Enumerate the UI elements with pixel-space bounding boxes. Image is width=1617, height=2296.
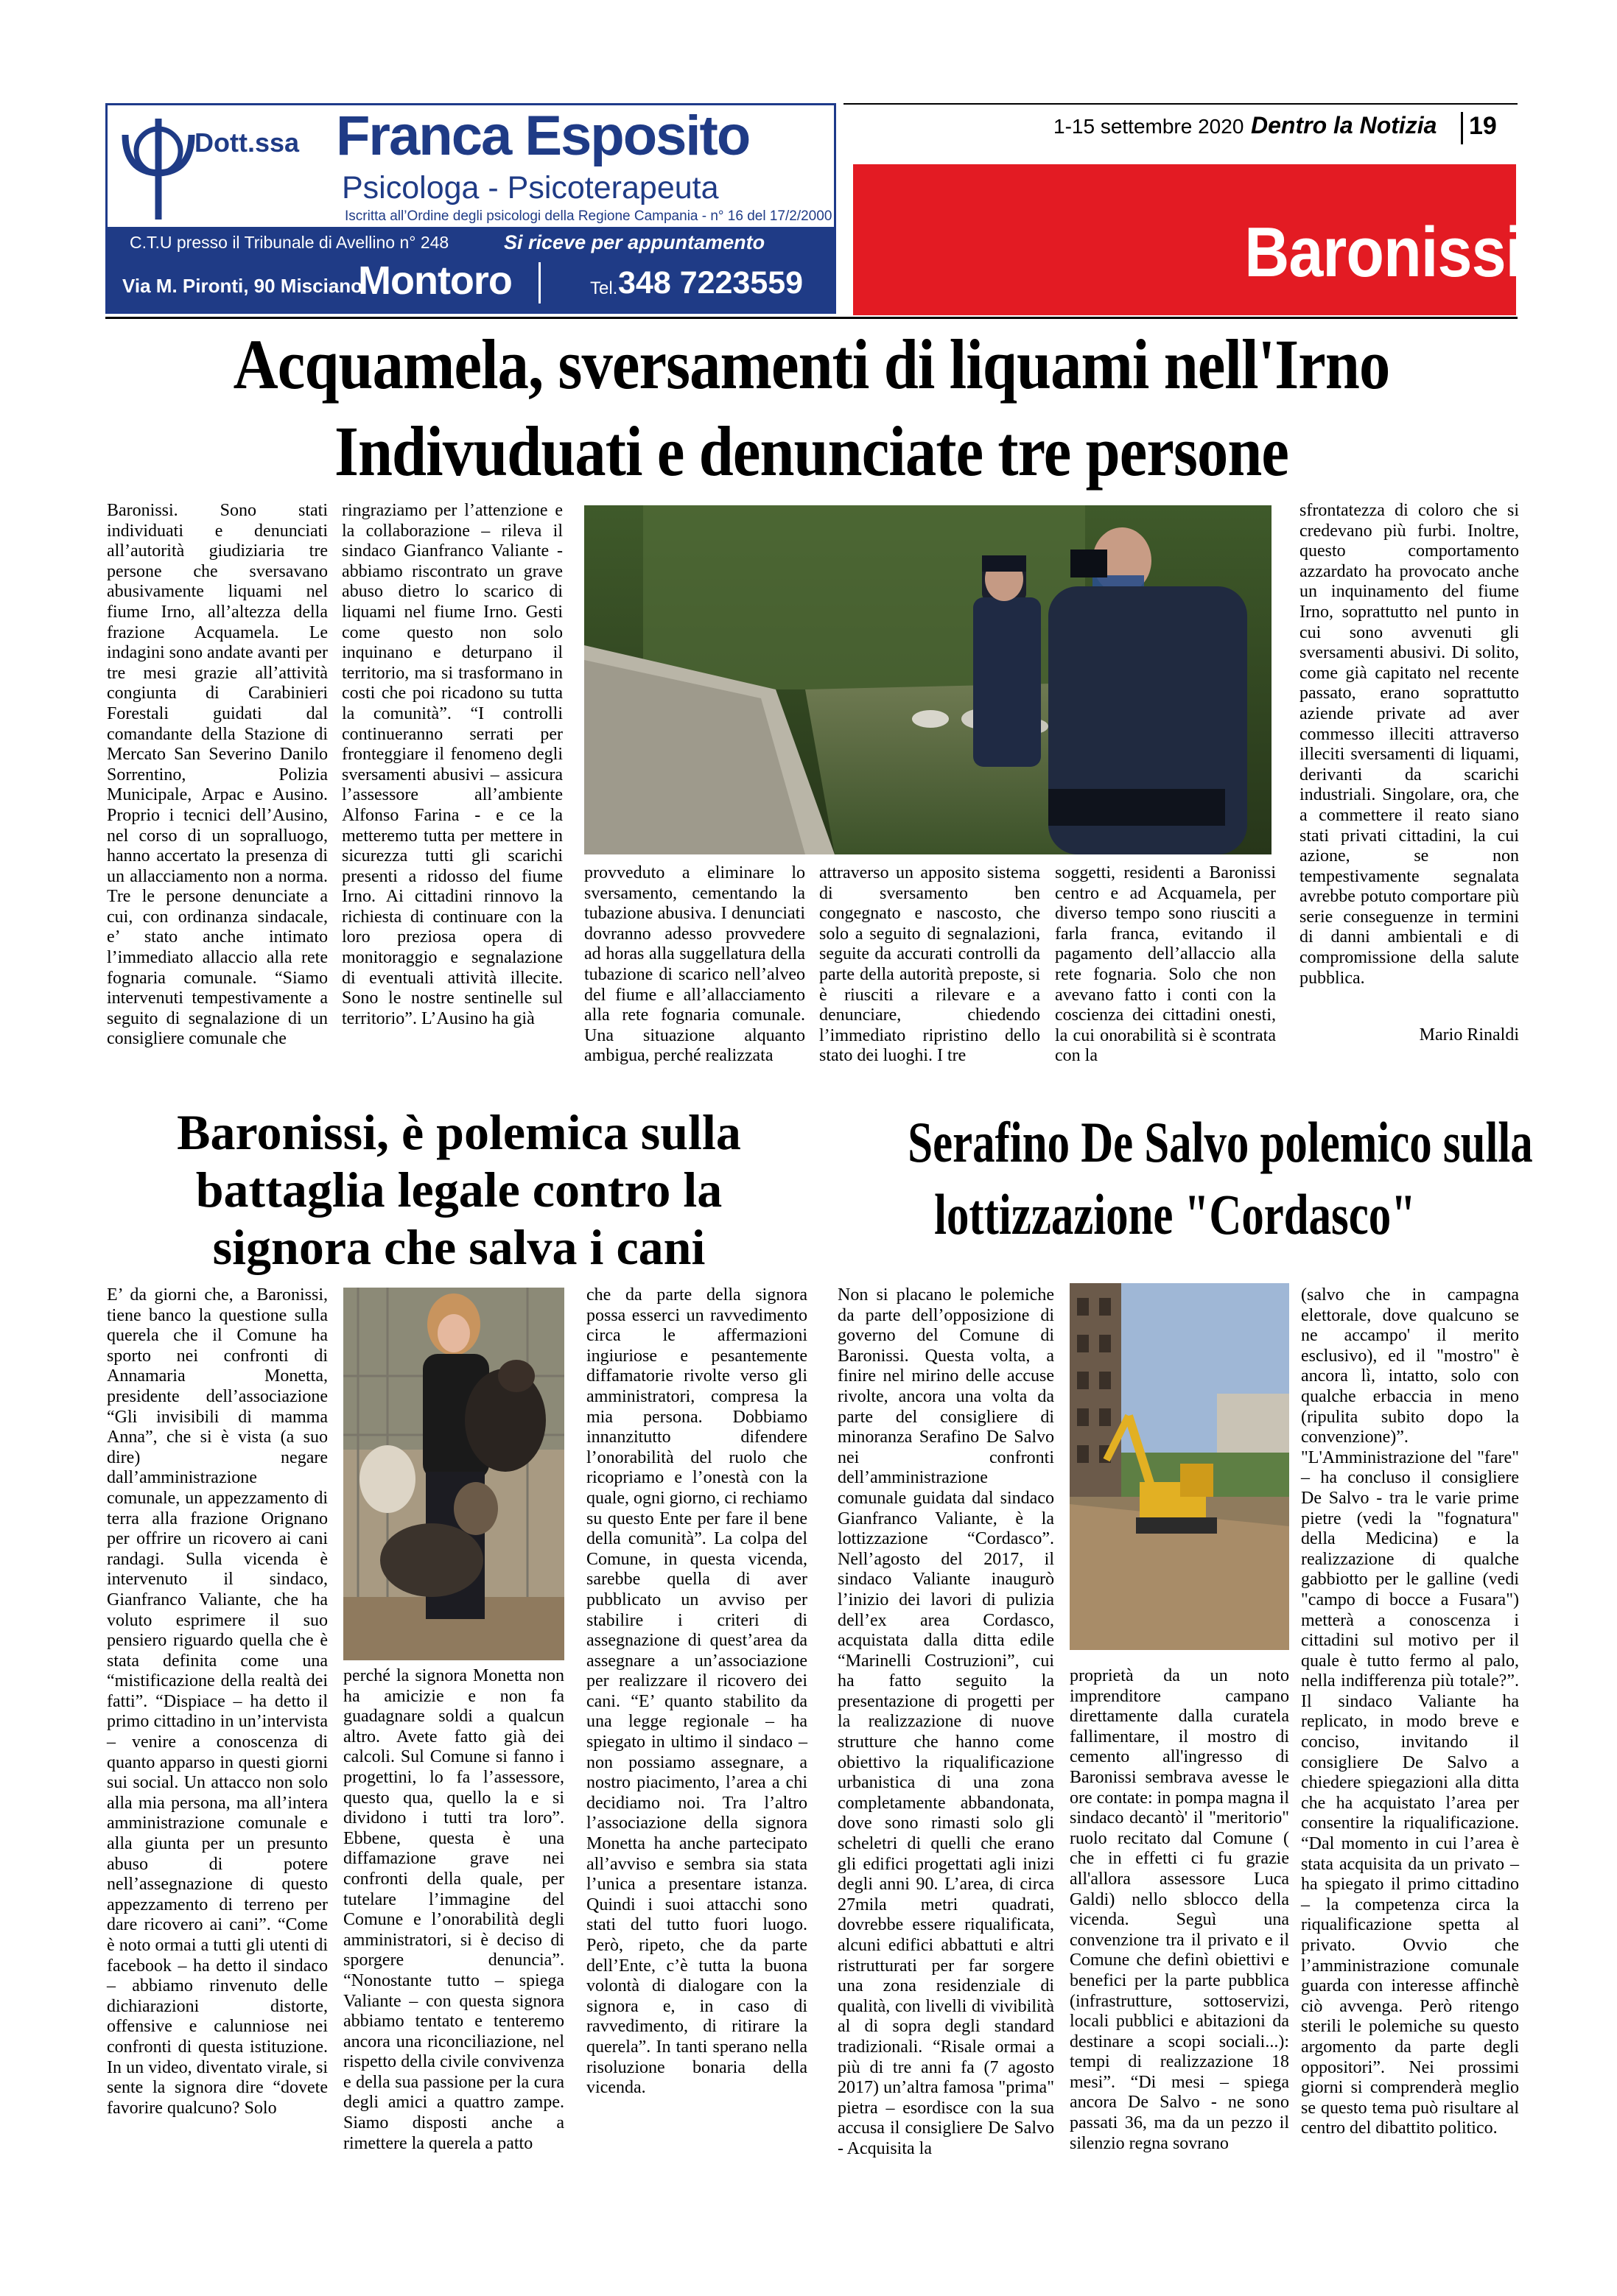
article1-column-3: provveduto a eliminare lo sversamento, cementando la tubazione abusiva. I denunciati dovranno adesso provvedere ad horas alla suggellatura della tubazione di scarico nell’alveo del fiume e all’allacciamento alla rete fognaria comunale. Una situazione alquanto ambigua, perché realizzata [584, 863, 805, 1066]
article2-column-3: che da parte della signora possa esserci un ravvedimento circa le affermazioni ingiuriose e pesantemente diffamatorie rivolte verso gli amministratori, compresa la mia persona. Dobbiamo innanzitutto difendere l’onorabilità del ruolo che ricopriamo e l’onestà con la quale, ogni giorno, ci rechiamo su questo Ente per fare il bene della comunità”. La colpa del Comune, in questa vicenda, sarebbe quella di aver pubblicato un avviso per stabilire i criteri di assegnazione di quest’area da assegnare a un’associazione per realizzare il ricovero dei cani. “E’ quanto stabilito da una legge regionale – ha spiegato in ultimo il sindaco – non possiamo assegnare, a nostro piacimento, l’area a chi decidiamo noi. Tra l’altro l’associazione della signora Monetta ha anche partecipato all’avviso e sembra sia stata l’unica a presentare istanza. Quindi i suoi attacchi sono stati del tutto fuori luogo. Però, ripeto, che da parte dell’Ente, c’è tutta la buona volontà di dialogare con la signora e, in caso di ravvedimento, di ritirare la querela”. In tanti sperano nella risoluzione bonaria della vicenda. [586, 1285, 807, 2098]
article2-headline-line-1: Baronissi, è polemica sulla [177, 1104, 741, 1160]
article1-column-1: Baronissi. Sono stati individuati e denunciati all’autorità giudiziaria tre persone che sversavano abusivamente liquami nel fiume Irno, all’altezza della frazione Acquamela. Le indagini sono andate avanti per tre mesi grazie all’attività congiunta di Carabinieri Forestali guidati dal comandante della Stazione di Mercato San Severino Danilo Sorrentino, Polizia Municipale, Arpac e Ausino. Proprio i tecnici dell’Ausino, nel corso di un sopralluogo, hanno accertato la presenza di un allacciamento non a norma. Tre le persone denunciate a cui, con ordinanza sindacale, e’ stato anche intimato l’immediato allaccio alla rete fognaria comunale. “Siamo intervenuti tempestivamente a seguito di segnalazione di un consigliere comunale che [107, 501, 328, 1049]
ad-phone-label: Tel. [590, 278, 618, 298]
woman-with-dogs-photo [343, 1288, 564, 1660]
ad-profession: Psicologa - Psicoterapeuta [342, 170, 719, 206]
header-bottom-rule [105, 317, 1518, 319]
article2-column-1: E’ da giorni che, a Baronissi, tiene banco la questione sulla querela che il Comune ha sporto nei confronti di Annamaria Monetta, presidente dell’associazione “Gli invisibili di mamma Anna”, che si è vista (a suo dire) negare dall’amministrazione comunale, un appezzamento di terra alla frazione Orignano per offrire un ricovero ai cani randagi. Sulla vicenda è intervenuto il sindaco, Gianfranco Valiante, che ha voluto esprimere il suo pensiero riguardo quella che è stata definita come una “mistificazione della realtà dei fatti”. “Dispiace – ha detto il primo cittadino in un’intervista – venire a conoscenza di quanto apparso in questi giorni sui social. Un attacco non solo alla mia persona, ma all’intera amministrazione comunale e alla giunta per un presunto abuso di potere nell’assegnazione di questo appezzamento di terreno per dare ricovero ai cani”. “Come è noto ormai a tutti gli utenti di facebook – ha detto il sindaco – abbiamo rinvenuto delle dichiarazioni distorte, offensive e calunniose nei confronti di questa istituzione. In un video, diventato virale, si sente la signora dire “dovete favorire qualcuno? Solo [107, 1285, 328, 2118]
article3-column-2: proprietà da un noto imprenditore campano direttamente dalla curatela fallimentare, il mostro di cemento all'ingresso di Baronissi sembrava avesse le ore contate: in pompa magna il sindaco decantò' il "meritorio" ruolo recitato dal Comune ( che in effetti ci fu grazie all'allora assessore Luca Galdi) nello sblocco della vicenda. Seguì una convenzione tra il privato e il Comune che definì obiettivi e benefici per la parte pubblica (infrastrutture, sottoservizi, locali pubblici e abitazioni da destinare a scopi sociali...): tempi di realizzazione 18 mesi”. “Di mesi – spiega ancora De Salvo - ne sono passati 36, ma da un pezzo il silenzio regna sovrano [1070, 1666, 1289, 2153]
article1-headline-2: Indivuduati e denunciate tre persone [334, 412, 1289, 491]
ad-registry: Iscritta all’Ordine degli psicologi della Regione Campania - n° 16 del 17/2/2000 [345, 208, 832, 224]
article1-column-6: sfrontatezza di coloro che si credevano più furbi. Inoltre, questo comportamento azzardato ha provocato anche un inquinamento del fiume Irno, soprattutto nel punto in cui sono avvenuti gli sversamenti abusivi. Di solito, come già capitato nel recente passato, erano soprattutto aziende private ad aver commesso illeciti attraverso illeciti sversamenti di liquami, derivanti da scarichi industriali. Singolare, ora, che a commettere il reato siano stati privati cittadini, la cui azione, se non tempestivamente segnalata avrebbe potuto comportare più serie conseguenze in termini di danni ambientali e di compromissione della salute pubblica. [1299, 501, 1519, 988]
ad-phone: 348 7223559 [618, 265, 804, 301]
issue-date: 1-15 settembre 2020 [1053, 115, 1244, 138]
article1-column-4: attraverso un apposito sistema di sversamento ben congegnato e nascosto, che solo a seguito di segnalazioni, seguite da accurati controlli da parte della autorità preposte, si è riusciti a rilevare e a denunciare, chiedendo l’immediato ripristino dello stato dei luoghi. I tre [819, 863, 1040, 1066]
carabinieri-river-photo [584, 505, 1271, 854]
ad-address: Via M. Pironti, 90 Misciano [122, 275, 363, 297]
header-top-rule [843, 103, 1518, 105]
article2-column-2: perché la signora Monetta non ha amicizie e non fa guadagnare soldi a qualcun altro. Avete fatto già dei calcoli. Sul Comune si fanno i progettini, lo fa l’assessore, questo qua, quello la e si dividono i tutti tra loro”. Ebbene, questa è una diffamazione grave nei confronti della quale, per tutelare l’immagine del Comune e l’onorabilità degli amministratori, si è deciso di sporgere denuncia”. “Nonostante tutto – spiega Valiante – con questa signora abbiamo tentato e tenteremo ancora una riconciliazione, nel rispetto della civile convivenza e della sua passione per la cura degli amici a quattro zampe. Siamo disposti anche a rimettere la querela a patto [343, 1666, 564, 2153]
psi-logo-icon [118, 113, 199, 223]
ad-title-prefix: Dott.ssa [194, 127, 300, 158]
ad-appointment: Si riceve per appuntamento [504, 231, 765, 253]
article2-headline-line-2: battaglia legale contro la [195, 1162, 723, 1218]
ad-city: Montoro [358, 259, 512, 303]
construction-site-photo [1070, 1283, 1289, 1650]
article3-headline-line-1: Serafino De Salvo polemico sulla [908, 1110, 1533, 1174]
advertisement-box [105, 103, 836, 314]
article2-headline-line-3: signora che salva i cani [212, 1219, 706, 1275]
article1-column-5: soggetti, residenti a Baronissi centro e ad Acquamela, per diverso tempo sono riusciti a farla franca, evitando il pagamento dell’allaccio alla rete fognaria. Solo che non avevano fatto i conti con la coscienza dei cittadini onesti, la cui onorabilità si è scontrata con la [1055, 863, 1276, 1066]
ad-contact-band [108, 227, 834, 312]
article3-column-1: Non si placano le polemiche da parte dell’opposizione di governo del Comune di Baronissi. Questa volta, a finire nel mirino delle accuse rivolte, ancora una volta da parte del consigliere di minoranza Serafino De Salvo nei confronti dell’amministrazione comunale guidata dal sindaco Gianfranco Valiante, è la lottizzazione “Cordasco”. Nell’agosto del 2017, il sindaco Valiante inaugurò l’inizio dei lavori di pulizia dell’ex area Cordasco, acquistata dalla ditta edile “Marinelli Costruzioni”, cui ha fatto seguito la presentazione di progetti per la realizzazione di nuove strutture che hanno come obiettivo la riqualificazione urbanistica di una zona completamente abbandonata, dove sono rimasti solo gli scheletri di quelli che erano gli edifici progettati agli inizi degli anni 90. L’area, di circa 27mila metri quadrati, dovrebbe essere riqualificata, alcuni edifici abbattuti e altri ristrutturati per far sorgere una zona residenziale di qualità, con livelli di vivibilità al di sopra degli standard tradizionali. “Risale ormai a più di tre anni fa (7 agosto 2017) un’altra famosa "prima" pietra – esordisce con la sua accusa il consigliere De Salvo - Acquisita la [838, 1285, 1054, 2158]
publication-name: Dentro la Notizia [1251, 112, 1437, 138]
section-title: Baronissi [1244, 213, 1523, 292]
article1-column-2: ringraziamo per l’attenzione e la collaborazione – rileva il sindaco Gianfranco Valiante - abbiamo riscontrato un grave abuso dietro lo scarico di liquami nel fiume Irno. Gesti come questo non solo inquinano e deturpano il territorio, ma si trasformano in costi che poi ricadono su tutta la comunità”. “I controlli continueranno serrati per fronteggiare il fenomeno degli sversamenti abusivi – assicura l’assessore all’ambiente Alfonso Farina - e ce la metteremo tutta per mettere in sicurezza tutti gli scarichi presenti a ridosso del fiume Irno. Ai cittadini rinnovo la richiesta di continuare con la loro preziosa opera di monitoraggio e segnalazione di eventuali attività illecite. Sono le nostre sentinelle sul territorio”. L’Ausino ha già [342, 501, 563, 1028]
ad-divider [539, 262, 541, 303]
page-number-divider [1461, 112, 1463, 144]
page-number: 19 [1469, 112, 1497, 140]
article1-author: Mario Rinaldi [1419, 1025, 1519, 1045]
ad-ctu: C.T.U presso il Tribunale di Avellino n° 248 [130, 233, 449, 252]
article3-headline-line-2: lottizzazione "Cordasco" [934, 1182, 1416, 1246]
article1-headline-1: Acquamela, sversamenti di liquami nell'Irno [233, 325, 1390, 404]
article3-column-3: (salvo che in campagna elettorale, dove qualcuno se ne accampo' il merito esclusivo), ed il "mostro" è ancora lì, intatto, solo con qualche erbaccia in meno (ripulita subito dopo la convenzione)”. "L'Amministrazione del "fare" – ha concluso il consigliere De Salvo - tra le varie prime pietre (vedi la "fognatura" della Medicina) e la realizzazione di qualche gabbiotto per le galline (vedi "campo di bocce a Fusara") metterà a conoscenza i cittadini sul motivo per il quale è tutto fermo al palo, nella indifferenza più totale?”. Il sindaco Valiante ha replicato, in modo breve e conciso, invitando il consigliere De Salvo a chiedere spiegazioni alla ditta che ha acquistato l’area per consentire la riqualificazione. “Dal momento in cui l’area è stata acquisita da un privato – ha spiegato il primo cittadino – la competenza circa la riqualificazione spetta al privato. Ovvio che l’amministrazione comunale guarda con interesse affinchè ciò avvenga. Però ritengo sterili le polemiche su questo argomento da parte degli oppositori”. Nei prossimi giorni si comprenderà meglio se questo tema può risultare al centro del dibattito politico. [1301, 1285, 1519, 2138]
ad-name: Franca Esposito [336, 105, 750, 167]
